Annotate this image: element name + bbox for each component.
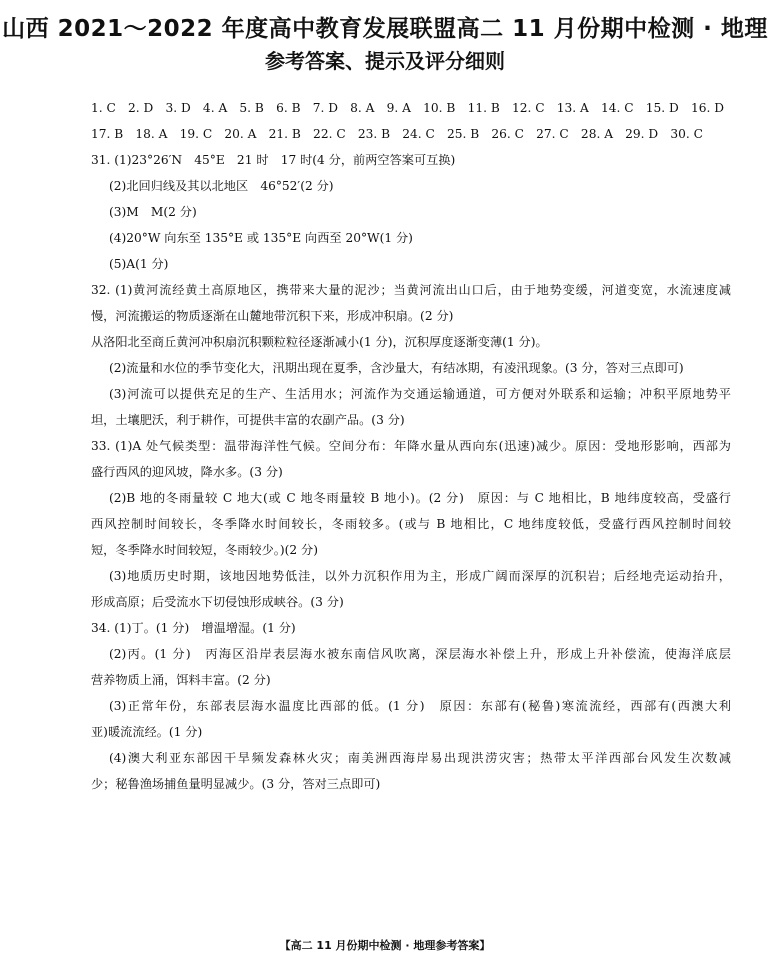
answer-line: 17. B 18. A 19. C 20. A 21. B 22. C 23. B 24. C 25. B 26. C 27. C 28. A 29. D 30. C (91, 127, 703, 141)
answer-line: 34. (1)丁。(1 分) 增温增湿。(1 分) (91, 621, 296, 635)
answer-line: (3)M M(2 分) (109, 205, 197, 219)
answer-line: 坦，土壤肥沃，利于耕作，可提供丰富的农副产品。(3 分) (91, 413, 405, 427)
answer-line: (3)河流可以提供充足的生产、生活用水；河流作为交通运输通道，可方便对外联系和运输；冲积平原地势平 (109, 387, 731, 401)
answer-line: 31. (1)23°26′N 45°E 21 时 17 时(4 分，前两空答案可互换) (91, 153, 456, 167)
answer-line: 盛行西风的迎风坡，降水多。(3 分) (91, 465, 283, 479)
answer-line: 1. C 2. D 3. D 4. A 5. B 6. B 7. D 8. A 9. A 10. B 11. B 12. C 13. A 14. C 15. D 16. D (91, 101, 724, 115)
answer-line: 33. (1)A 处气候类型：温带海洋性气候。空间分布：年降水量从西向东(迅速)减少。原因：受地形影响，西部为 (91, 439, 731, 453)
answer-line: (4)20°W 向东至 135°E 或 135°E 向西至 20°W(1 分) (109, 231, 413, 245)
answer-line: 形成高原；后受流水下切侵蚀形成峡谷。(3 分) (91, 595, 344, 609)
answer-line: (2)丙。(1 分) 丙海区沿岸表层海水被东南信风吹离，深层海水补偿上升，形成上升补偿流，使海洋底层 (109, 647, 731, 661)
answer-line: (2)B 地的冬雨量较 C 地大(或 C 地冬雨量较 B 地小)。(2 分) 原因：与 C 地相比，B 地纬度较高，受盛行 (109, 491, 731, 505)
answer-content (91, 95, 731, 797)
answer-line: 从洛阳北至商丘黄河冲积扇沉积颗粒粒径逐渐减小(1 分)，沉积厚度逐渐变薄(1 分)。 (91, 335, 548, 349)
answer-line: (4)澳大利亚东部因干旱频发森林火灾；南美洲西海岸易出现洪涝灾害；热带太平洋西部台风发生次数减 (109, 751, 731, 765)
document-subtitle: 参考答案、提示及评分细则 (265, 49, 505, 73)
answer-line: (5)A(1 分) (109, 257, 169, 271)
answer-line: 少；秘鲁渔场捕鱼量明显减少。(3 分，答对三点即可) (91, 777, 381, 791)
answer-line: (2)北回归线及其以北地区 46°52′(2 分) (109, 179, 334, 193)
answer-line: (3)正常年份，东部表层海水温度比西部的低。(1 分) 原因：东部有(秘鲁)寒流流经，西部有(西澳大利 (109, 699, 731, 713)
page-footer: 【高二 11 月份期中检测 · 地理参考答案】 (279, 939, 491, 952)
answer-line: (2)流量和水位的季节变化大，汛期出现在夏季，含沙量大，有结冰期，有凌汛现象。(3 分，答对三点即可) (109, 361, 684, 375)
answer-line: 营养物质上涌，饵料丰富。(2 分) (91, 673, 271, 687)
answer-line: 西风控制时间较长，冬季降水时间较长，冬雨较多。(或与 B 地相比，C 地纬度较低，受盛行西风控制时间较 (91, 517, 731, 531)
answer-line: 慢，河流搬运的物质逐渐在山麓地带沉积下来，形成冲积扇。(2 分) (91, 309, 454, 323)
document-title: 山西 2021～2022 年度高中教育发展联盟高二 11 月份期中检测 · 地理 (2, 16, 768, 42)
answer-line: 亚)暖流流经。(1 分) (91, 725, 203, 739)
answer-line: (3)地质历史时期，该地因地势低洼，以外力沉积作用为主，形成广阔而深厚的沉积岩；后经地壳运动抬升， (109, 569, 731, 583)
answer-line: 短，冬季降水时间较短，冬雨较少。)(2 分) (91, 543, 318, 557)
answer-line: 32. (1)黄河流经黄土高原地区，携带来大量的泥沙；当黄河流出山口后，由于地势变缓，河道变宽，水流速度减 (91, 283, 731, 297)
